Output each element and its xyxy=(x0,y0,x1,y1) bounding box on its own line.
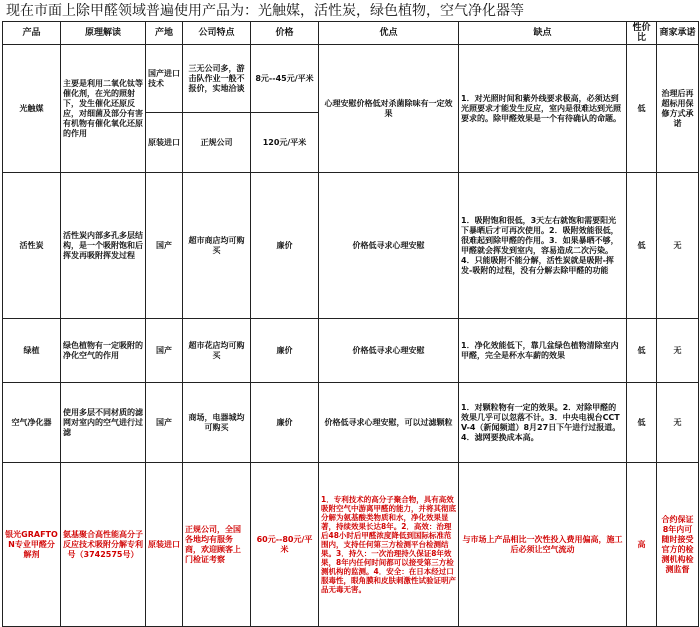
pros-cell: 价格低寻求心理安慰 xyxy=(319,319,459,383)
price-cell: 廉价 xyxy=(251,383,319,463)
company-cell: 正规公司，全国各地均有服务商，欢迎顾客上门检证考察 xyxy=(183,463,251,627)
principle-cell: 绿色植物有一定吸附的净化空气的作用 xyxy=(61,319,146,383)
value-cell: 高 xyxy=(627,463,657,627)
origin-cell: 国产 xyxy=(146,383,183,463)
header-row xyxy=(3,22,699,45)
table-row-jinghuaqi xyxy=(3,383,699,463)
company-cell: 超市花店均可购买 xyxy=(183,319,251,383)
table-row-huoxingtan xyxy=(3,173,699,319)
header-company: 公司特点 xyxy=(183,22,251,45)
value-cell: 低 xyxy=(627,383,657,463)
cons-cell: 1．对光照时间和紫外线要求极高，必须达到光照要求才能发生反应，室内是很难达到光照要求的。除甲醛效果是一个有待确认的命题。 xyxy=(459,45,627,173)
table-row-grafton xyxy=(3,463,699,627)
header-origin: 产地 xyxy=(146,22,183,45)
origin-cell: 国产 xyxy=(146,173,183,319)
company-cell: 正规公司 xyxy=(183,113,251,173)
promise-cell: 治理后再超标用保修方式承诺 xyxy=(657,45,699,173)
price-cell: 120元/平米 xyxy=(251,113,319,173)
comparison-table xyxy=(2,21,699,627)
pros-cell: 1．专利技术的高分子聚合物，具有高效吸附空气中游离甲醛的能力，并将其彻底分解为氨基酸类物质和水，净化效果显著，持续效果长达8年。2．高效：治理后48小时后甲醛浓度降低到国际标准范围内，支持任何第三方检测平台检测结果。3．持久：一次治理持久保证8年效果，8年内任何时间都可以接受第三方检测机构的监测。4．安全：在日本经过口服毒性，眼角膜和皮肤刺激性试验证明产品无毒无害。 xyxy=(319,463,459,627)
cons-cell: 1．吸附饱和很低，3天左右就饱和需要阳光下暴晒后才可再次使用。2．吸附效能很低，很难起到除甲醛的作用。3．如果暴晒不够，甲醛就会挥发到室内，容易造成二次污染。4．只能吸附不能分解，活性炭就是吸附-挥发-吸附的过程，没有分解去除甲醛的功能 xyxy=(459,173,627,319)
pros-cell: 价格低寻求心理安慰，可以过滤颗粒 xyxy=(319,383,459,463)
header-principle: 原理解读 xyxy=(61,22,146,45)
principle-cell: 主要是利用二氧化钛等催化剂，在光的照射下，发生催化还原反应，对细菌及部分有害有机物有催化氧化还原的作用 xyxy=(61,45,146,173)
origin-cell: 原装进口 xyxy=(146,113,183,173)
principle-cell: 使用多层不同材质的滤网对室内的空气进行过滤 xyxy=(61,383,146,463)
page-title: 现在市面上除甲醛领域普遍使用产品为：光触媒，活性炭，绿色植物，空气净化器等 xyxy=(6,3,524,19)
price-cell: 8元--45元/平米 xyxy=(251,45,319,113)
product-name: 绿植 xyxy=(3,319,61,383)
header-product: 产品 xyxy=(3,22,61,45)
header-cons: 缺点 xyxy=(459,22,627,45)
price-cell: 廉价 xyxy=(251,319,319,383)
value-cell: 低 xyxy=(627,45,657,173)
header-value: 性价比 xyxy=(627,22,657,45)
company-cell: 商场，电器城均可购买 xyxy=(183,383,251,463)
header-promise: 商家承诺 xyxy=(657,22,699,45)
promise-cell: 无 xyxy=(657,173,699,319)
product-name: 银光GRAFTON专业甲醛分解剂 xyxy=(3,463,61,627)
company-cell: 超市商店均可购买 xyxy=(183,173,251,319)
pros-cell: 心理安慰价格低对杀菌除味有一定效果 xyxy=(319,45,459,173)
cons-cell: 与市场上产品相比一次性投入费用偏高，施工后必须让空气流动 xyxy=(459,463,627,627)
header-price: 价格 xyxy=(251,22,319,45)
value-cell: 低 xyxy=(627,319,657,383)
promise-cell: 无 xyxy=(657,319,699,383)
header-pros: 优点 xyxy=(319,22,459,45)
cons-cell: 1．净化效能低下，靠几盆绿色植物清除室内甲醛，完全是杯水车薪的效果 xyxy=(459,319,627,383)
origin-cell: 国产进口技术 xyxy=(146,45,183,113)
promise-cell: 合约保证8年内可随时接受官方的检测机构检测监督 xyxy=(657,463,699,627)
origin-cell: 原装进口 xyxy=(146,463,183,627)
company-cell: 三无公司多，游击队作业一般不报价，实地洽谈 xyxy=(183,45,251,113)
value-cell: 低 xyxy=(627,173,657,319)
table-row-lvzhi xyxy=(3,319,699,383)
product-name: 空气净化器 xyxy=(3,383,61,463)
promise-cell: 无 xyxy=(657,383,699,463)
product-name: 光触媒 xyxy=(3,45,61,173)
table-row-guangchumei xyxy=(3,45,699,113)
price-cell: 廉价 xyxy=(251,173,319,319)
pros-cell: 价格低寻求心理安慰 xyxy=(319,173,459,319)
price-cell: 60元--80元/平米 xyxy=(251,463,319,627)
principle-cell: 活性炭内部多孔多层结构，是一个吸附饱和后挥发再吸附挥发过程 xyxy=(61,173,146,319)
principle-cell: 氨基聚合高性能高分子反应技术吸附分解专利号（3742575号） xyxy=(61,463,146,627)
cons-cell: 1．对颗粒物有一定的效果。2．对除甲醛的效果几乎可以忽落不计。3．中央电视台CCTV-4（新闻频道）8月27日下午进行过报道。4．滤网要换成本高。 xyxy=(459,383,627,463)
product-name: 活性炭 xyxy=(3,173,61,319)
origin-cell: 国产 xyxy=(146,319,183,383)
